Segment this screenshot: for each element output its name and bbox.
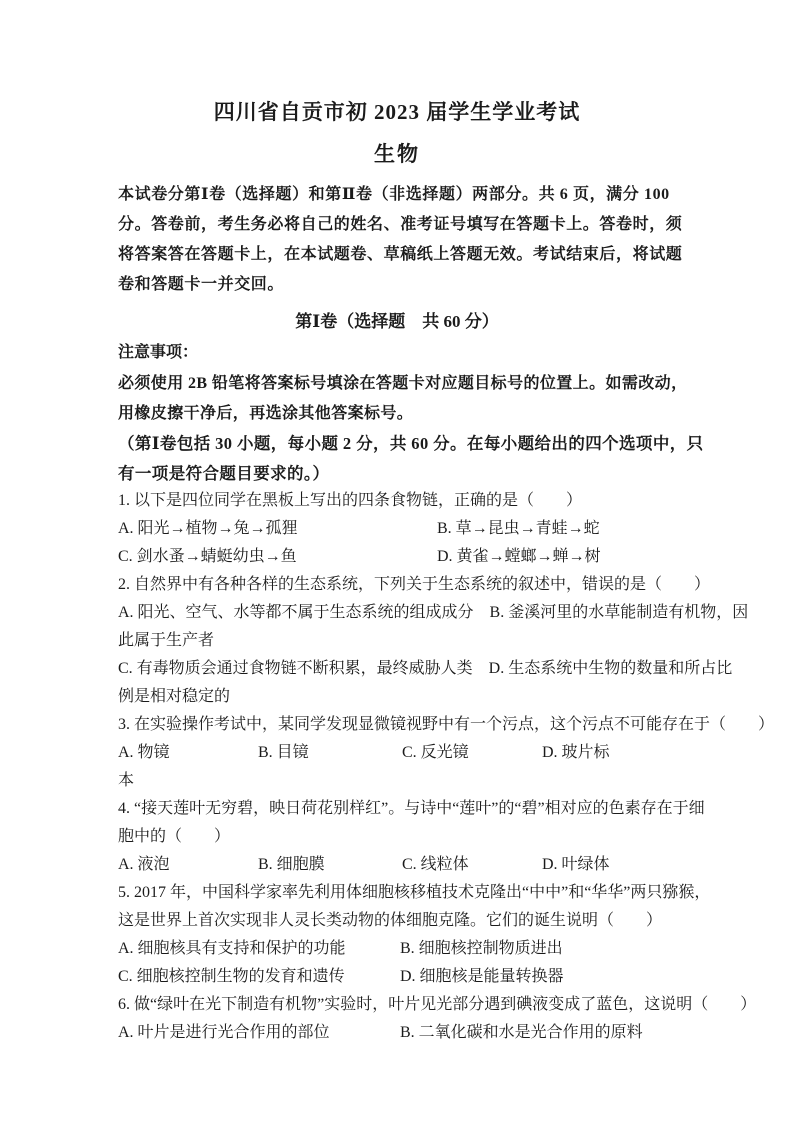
question-line <box>118 739 676 767</box>
option-b: B. 二氧化碳和水是光合作用的原料 <box>400 1024 643 1041</box>
option-a: A. 阳光、空气、水等都不属于生态系统的组成成分 B. 釜溪河里的水草能制造有机物，因 <box>118 604 749 621</box>
option-a: A. 叶片是进行光合作用的部位 <box>118 1024 330 1041</box>
option-a: A. 阳光→植物→兔→孤狸 <box>118 520 298 537</box>
notice-line: 必须使用 2B 铅笔将答案标号填涂在答题卡对应题目标号的位置上。如需改动， <box>118 375 688 392</box>
question-line <box>118 627 676 655</box>
page-content <box>118 0 775 1122</box>
section1-header: 第Ⅰ卷（选择题 共 60 分） <box>295 312 499 331</box>
exam-instructions <box>118 180 683 300</box>
question-text: 本 <box>118 772 135 789</box>
question-line <box>118 963 676 991</box>
question-line <box>118 935 676 963</box>
question-line <box>118 823 676 851</box>
preamble-line: 本试卷分第Ⅰ卷（选择题）和第Ⅱ卷（非选择题）两部分。共 6 页，满分 100 <box>118 186 670 203</box>
question-line <box>118 711 775 739</box>
question-text: 5. 2017 年，中国科学家率先利用体细胞核移植技术克隆出“中中”和“华华”两只猕猴， <box>118 884 711 901</box>
preamble-line: 卷和答题卡一并交回。 <box>118 276 285 293</box>
question-line <box>118 767 676 795</box>
question-line <box>118 851 676 879</box>
question-4 <box>118 795 705 879</box>
option-b: B. 细胞核控制物质进出 <box>400 940 563 957</box>
description-line: 有一项是符合题目要求的。） <box>118 464 330 483</box>
option-c: C. 反光镜 <box>402 744 469 761</box>
option-a: A. 物镜 <box>118 744 170 761</box>
option-c: C. 线粒体 <box>402 856 469 873</box>
option-b: B. 细胞膜 <box>258 856 325 873</box>
question-line <box>118 487 676 515</box>
question-text: 例是相对稳定的 <box>118 688 231 705</box>
question-line <box>118 515 676 543</box>
notice-text <box>118 369 688 429</box>
question-text: 这是世界上首次实现非人灵长类动物的体细胞克隆。它们的诞生说明（ ） <box>118 912 663 929</box>
question-line <box>118 1019 676 1047</box>
option-a: A. 液泡 <box>118 856 170 873</box>
question-line <box>118 907 676 935</box>
question-text: 6. 做“绿叶在光下制造有机物”实验时，叶片见光部分遇到碘液变成了蓝色，这说明（ ） <box>118 996 757 1013</box>
question-5 <box>118 879 711 991</box>
option-b: B. 目镜 <box>258 744 309 761</box>
question-text: 此属于生产者 <box>118 632 215 649</box>
question-line <box>118 655 733 683</box>
question-6 <box>118 991 757 1047</box>
preamble-line: 分。答卷前，考生务必将自己的姓名、准考证号填写在答题卡上。答卷时，须 <box>118 216 683 233</box>
option-d: D. 玻片标 <box>542 744 610 761</box>
question-2 <box>118 571 749 711</box>
notice-line: 用橡皮擦干净后，再选涂其他答案标号。 <box>118 405 414 422</box>
question-line <box>118 991 757 1019</box>
description-line: （第Ⅰ卷包括 30 小题，每小题 2 分，共 60 分。在每小题给出的四个选项中，只 <box>118 434 704 453</box>
exam-subject: 生物 <box>374 142 420 166</box>
question-line <box>118 599 749 627</box>
question-text: 2. 自然界中有各种各样的生态系统，下列关于生态系统的叙述中，错误的是（ ） <box>118 576 711 593</box>
question-3 <box>118 711 775 795</box>
question-line <box>118 879 711 907</box>
question-text: 胞中的（ ） <box>118 828 231 845</box>
exam-title: 四川省自贡市初 2023 届学生学业考试 <box>213 100 581 124</box>
questions-list <box>118 487 775 1047</box>
question-text: 4. “接天莲叶无穷碧，映日荷花别样红”。与诗中“莲叶”的“碧”相对应的色素存在于细 <box>118 800 705 817</box>
question-line <box>118 795 705 823</box>
option-c: C. 有毒物质会通过食物链不断积累，最终威胁人类 D. 生态系统中生物的数量和所占比 <box>118 660 733 677</box>
option-d: D. 黄雀→螳螂→蝉→树 <box>437 548 601 565</box>
question-line <box>118 683 676 711</box>
question-line <box>118 571 711 599</box>
preamble-line: 将答案答在答题卡上，在本试题卷、草稿纸上答题无效。考试结束后，将试题 <box>118 246 683 263</box>
option-d: D. 叶绿体 <box>542 856 610 873</box>
question-text: 1. 以下是四位同学在黑板上写出的四条食物链，正确的是（ ） <box>118 492 583 509</box>
option-c: C. 剑水蚤→蜻蜓幼虫→鱼 <box>118 548 297 565</box>
question-text: 3. 在实验操作考试中，某同学发现显微镜视野中有一个污点，这个污点不可能存在于（ ） <box>118 716 775 733</box>
question-1 <box>118 487 676 571</box>
option-c: C. 细胞核控制生物的发育和遗传 <box>118 968 345 985</box>
option-b: B. 草→昆虫→青蛙→蛇 <box>437 520 600 537</box>
notice-label: 注意事项： <box>118 344 199 361</box>
section1-description <box>118 429 704 489</box>
question-line <box>118 543 676 571</box>
option-a: A. 细胞核具有支持和保护的功能 <box>118 940 346 957</box>
option-d: D. 细胞核是能量转换器 <box>400 968 564 985</box>
